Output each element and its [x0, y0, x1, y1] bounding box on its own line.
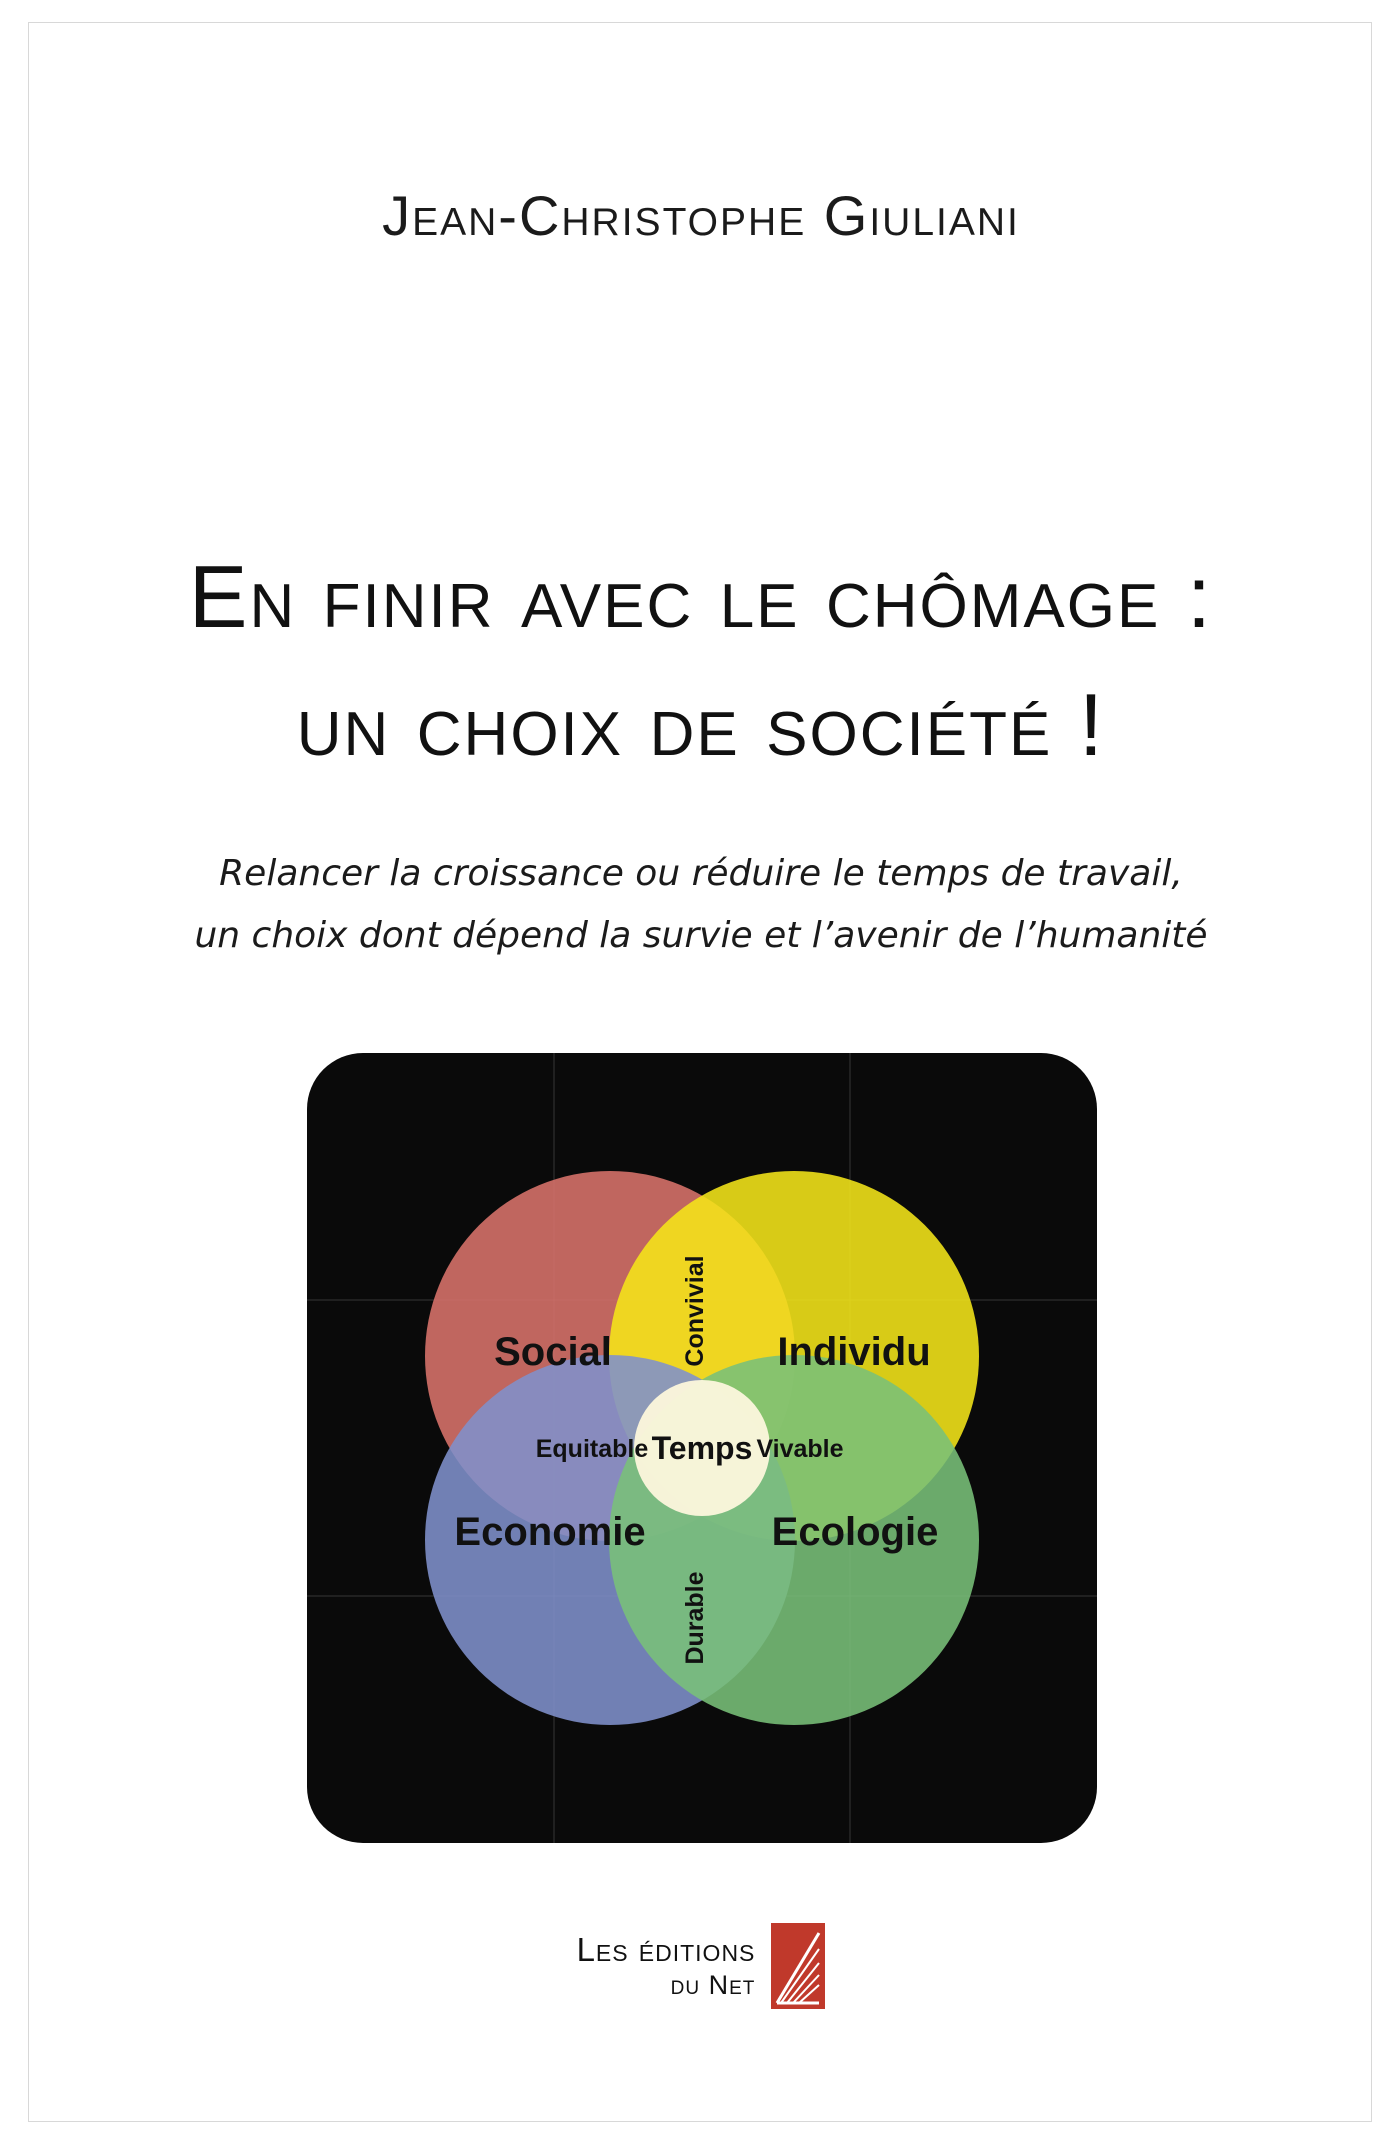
- title-line-2: un choix de société !: [296, 675, 1106, 774]
- label-equitable: Equitable: [535, 1435, 649, 1463]
- label-individu: Individu: [777, 1330, 931, 1374]
- publisher-line-2: du Net: [670, 1969, 756, 2000]
- publisher-logo: [29, 1923, 1373, 2009]
- label-social: Social: [494, 1330, 612, 1374]
- book-subtitle: [29, 843, 1373, 967]
- label-convivial: Convivial: [681, 1255, 709, 1367]
- label-temps: Temps: [651, 1430, 753, 1466]
- cover-border: [28, 22, 1372, 2122]
- title-line-1: En finir avec le chômage :: [188, 547, 1214, 646]
- label-economie: Economie: [454, 1510, 646, 1554]
- label-durable: Durable: [681, 1571, 709, 1665]
- book-title: [29, 533, 1373, 789]
- author-name: Jean-Christophe Giuliani: [382, 184, 1020, 247]
- subtitle-line-1: Relancer la croissance ou réduire le temps de travail,: [219, 853, 1183, 894]
- label-vivable: Vivable: [756, 1435, 844, 1463]
- publisher-text: [577, 1931, 756, 2002]
- publisher-line-1: Les éditions: [576, 1930, 756, 1968]
- subtitle-line-2: un choix dont dépend la survie et l’avenir de l’humanité: [194, 915, 1208, 956]
- label-ecologie: Ecologie: [771, 1510, 939, 1554]
- publisher-mark-icon: [771, 1923, 825, 2009]
- sustainability-venn-diagram: [307, 1053, 1097, 1843]
